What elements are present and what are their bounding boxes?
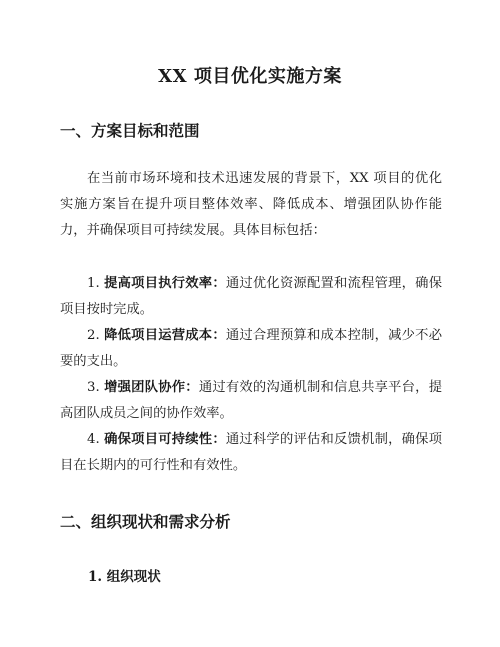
subsection-heading-status: 1. 组织现状 [88, 569, 161, 585]
goal-colon: ： [185, 380, 199, 395]
goal-number: 2. [87, 328, 105, 343]
goal-term: 降低项目运营成本 [104, 328, 213, 343]
goal-text: 通过有效的沟通机制和信息共享平台，提高团队成员之间的协作效率。 [60, 380, 443, 421]
list-item [60, 323, 442, 375]
section-heading-analysis: 二、组织现状和需求分析 [60, 512, 231, 531]
goal-text: 通过科学的评估和反馈机制，确保项目在长期内的可行性和有效性。 [60, 432, 443, 473]
list-item [60, 271, 442, 323]
goal-number: 1. [87, 276, 105, 291]
goal-colon: ： [212, 276, 226, 291]
goal-number: 4. [87, 432, 105, 447]
list-item [60, 427, 442, 479]
goal-term: 增强团队协作 [104, 380, 186, 395]
goal-text: 通过合理预算和成本控制，减少不必要的支出。 [60, 328, 443, 369]
goal-colon: ： [212, 328, 226, 343]
list-item [60, 375, 442, 427]
section-heading-goals: 一、方案目标和范围 [60, 121, 200, 140]
goal-colon: ： [212, 432, 226, 447]
goal-number: 3. [87, 380, 105, 395]
goals-list [60, 271, 442, 479]
goal-term: 提高项目执行效率 [104, 276, 213, 291]
goal-text: 通过优化资源配置和流程管理，确保项目按时完成。 [60, 276, 443, 317]
intro-paragraph: 在当前市场环境和技术迅速发展的背景下，XX 项目的优化实施方案旨在提升项目整体效率、降低成本、增强团队协作能力，并确保项目可持续发展。具体目标包括： [60, 171, 442, 238]
goal-term: 确保项目可持续性 [104, 432, 213, 447]
document-title: XX 项目优化实施方案 [158, 66, 342, 87]
